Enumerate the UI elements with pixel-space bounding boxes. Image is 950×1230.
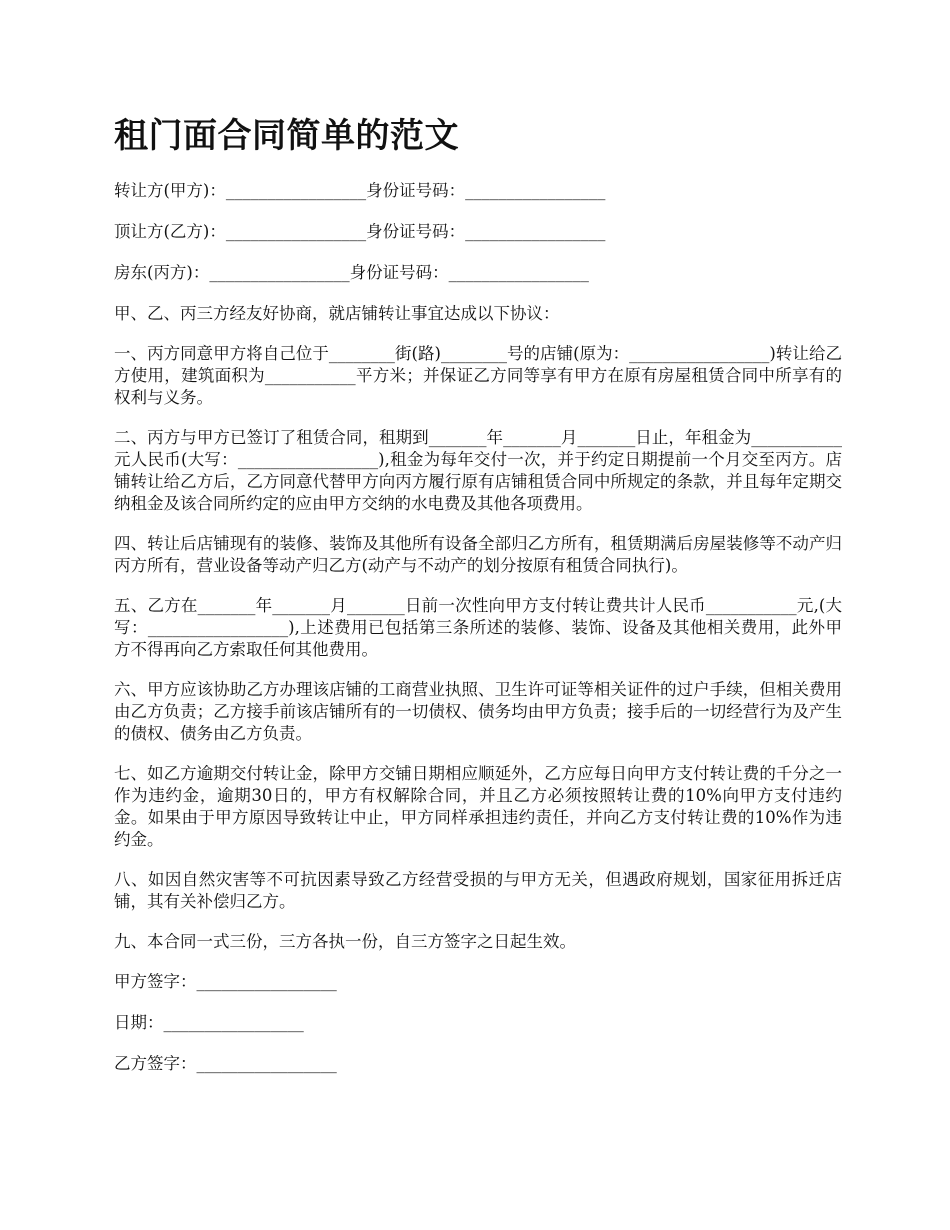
clause-8: 八、如因自然灾害等不可抗因素导致乙方经营受损的与甲方无关，但遇政府规划，国家征用拆迁店铺，其有关补偿归乙方。 <box>114 870 842 911</box>
party-b-signature-line: 乙方签字：_________________ <box>114 1054 337 1073</box>
clause-5: 五、乙方在_______年_______月_______日前一次性向甲方支付转让费共计人民币___________元,(大写：_________________),上述费用已包括第三条所述的装修、装饰、设备及其他相关费用，此外甲方不得再向乙方索取任何其他费用。 <box>114 596 842 659</box>
clause-6: 六、甲方应该协助乙方办理该店铺的工商营业执照、卫生许可证等相关证件的过户手续，但相关费用由乙方负责；乙方接手前该店铺所有的一切债权、债务均由甲方负责；接手后的一切经营行为及产生的债权、债务由乙方负责。 <box>114 680 842 743</box>
clause-9: 九、本合同一式三份，三方各执一份，自三方签字之日起生效。 <box>114 932 576 951</box>
date-line: 日期：_________________ <box>114 1013 304 1032</box>
document-page <box>114 112 842 1094</box>
clause-7: 七、如乙方逾期交付转让金，除甲方交铺日期相应顺延外，乙方应每日向甲方支付转让费的千分之一作为违约金，逾期30日的，甲方有权解除合同，并且乙方必须按照转让费的10%向甲方支付违约金。如果由于甲方原因导致转让中止，甲方同样承担违约责任，并向乙方支付转让费的10%作为违约金。 <box>114 764 842 849</box>
clause-1: 一、丙方同意甲方将自己位于________街(路)________号的店铺(原为：_________________)转让给乙方使用，建筑面积为___________平方米；并保证乙方同等享有甲方在原有房屋租赁合同中所享有的权利与义务。 <box>114 344 842 407</box>
clause-4: 四、转让后店铺现有的装修、装饰及其他所有设备全部归乙方所有，租赁期满后房屋装修等不动产归丙方所有，营业设备等动产归乙方(动产与不动产的划分按原有租赁合同执行)。 <box>114 534 842 575</box>
intro-paragraph: 甲、乙、丙三方经友好协商，就店铺转让事宜达成以下协议： <box>114 304 560 323</box>
transferor-line: 转让方(甲方)：_________________身份证号码：_________________ <box>114 181 606 200</box>
party-a-signature-line: 甲方签字：_________________ <box>114 972 337 991</box>
clause-2: 二、丙方与甲方已签订了租赁合同，租期到_______年_______月_______日止，年租金为___________元人民币(大写：_________________),租金为每年交付一次，并于约定日期提前一个月交至丙方。店铺转让给乙方后，乙方同意代替甲方向丙方履行原有店铺租赁合同中所规定的条款，并且每年定期交纳租金及该合同所约定的应由甲方交纳的水电费及其他各项费用。 <box>114 428 842 513</box>
transferee-line: 顶让方(乙方)：_________________身份证号码：_________________ <box>114 222 606 241</box>
document-title: 租门面合同简单的范文 <box>114 116 459 156</box>
landlord-line: 房东(丙方)：_________________身份证号码：_________________ <box>114 263 589 282</box>
